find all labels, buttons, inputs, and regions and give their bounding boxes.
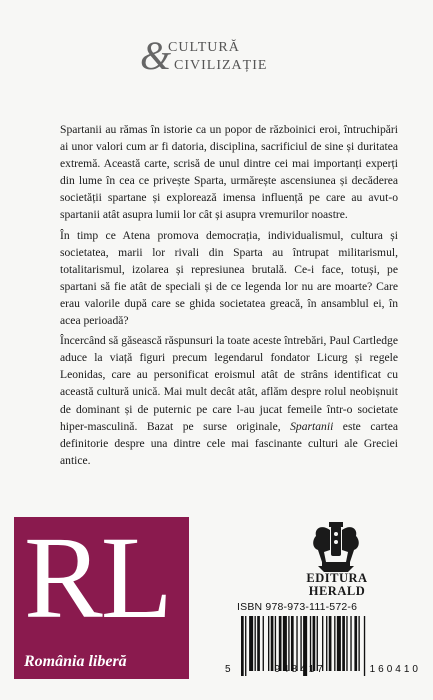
herald-wordmark xyxy=(296,572,378,598)
rl-letters: RL xyxy=(24,512,171,643)
barcode-digit-lead: 5 xyxy=(225,664,231,675)
barcode-digits-left: 948417 xyxy=(274,664,326,675)
barcode-digits-right: 160410 xyxy=(369,664,421,675)
blurb-paragraph-3 xyxy=(60,332,398,469)
isbn-label: ISBN 978-973-111-572-6 xyxy=(237,601,358,613)
twin-horses-crest-icon xyxy=(308,518,364,572)
blurb-p3-end: este cartea definitorie despre una dintre cele mai fascinante culturi ale Greciei antice. xyxy=(60,419,398,467)
blurb-paragraph-1: Spartanii au rămas în istorie ca un popor de războinici eroi, întruchipări ai unor valori cum ar fi datoria, disciplina, sacrificiul de sine și duritatea extremă. Această carte, scrisă de unul dintre cei mai importanți experți din lume în cea ce privește Sparta, urmărește ascensiunea și decăderea societății spartane și explorează imensa influență pe care au avut-o spartanii atât asupra lumii lor cât și asupra vremurilor noastre. xyxy=(60,123,398,222)
series-line-cultura: CULTURĂ xyxy=(168,40,240,55)
rl-name: România liberă xyxy=(24,653,127,670)
blurb-paragraph-2: În timp ce Atena promova democrația, individualismul, cultura și societatea, marii lor rivali din Sparta au întrupat militarismul, totalitarismul, izolarea și represiunea brutală. Ce-i face, totuși, pe spartani să fie atât de speciali și de ce legenda lor nu are moarte? Care erau valorile după care se ghida societatea greacă, în ansamblul ei, în acea perioadă? xyxy=(60,228,398,328)
series-line-civilizatie: CIVILIZAȚIE xyxy=(174,58,268,73)
barcode-digits xyxy=(225,664,421,675)
herald-line-editura: EDITURA xyxy=(306,571,368,585)
herald-line-herald: HERALD xyxy=(308,584,366,598)
book-title-inline: Spartanii xyxy=(290,419,334,433)
ampersand-mark: & xyxy=(140,33,172,78)
blurb-p3-start: Încercând să găsească răspunsuri la toate aceste întrebări, Paul Cartledge aduce la viață figuri precum legendarul fondator Licurg și regele Leonidas, care au personificat eroismul atât de strâns identificat cu această cultură unică. Mai mult decât atât, aflăm despre rolul neobișnuit de dominant și de puternic pe care l-au jucat femeile într-o societate hiper-masculină. Bazat pe surse originale, xyxy=(60,334,398,433)
blurb-text xyxy=(60,121,398,469)
romania-libera-logo xyxy=(14,512,189,679)
series-logo xyxy=(140,33,300,84)
